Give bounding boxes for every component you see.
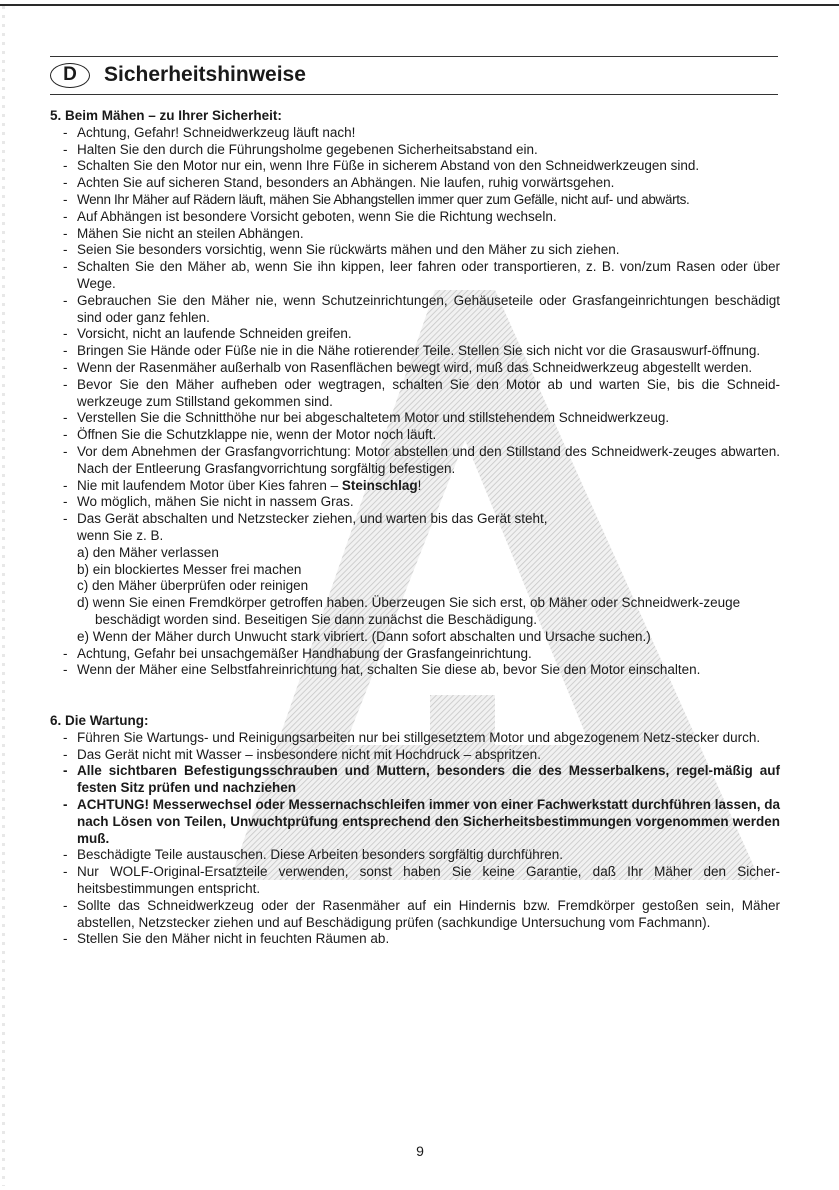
stone-warning: Steinschlag xyxy=(341,477,418,493)
list-item-stone-impact xyxy=(50,478,780,495)
list-item: - Schalten Sie den Mäher ab, wenn Sie ihn kippen, leer fahren oder transportieren, z. B. von/zum Rasen oder über Wege. xyxy=(50,259,780,293)
list-item: - Vor dem Abnehmen der Grasfangvorrichtung: Motor abstellen und den Stillstand des Schneidwerk-zeuges abwarten. Nach der Entleerung Grasfangvorrichtung sorgfältig befestigen. xyxy=(50,444,780,478)
list-item-bold: - ACHTUNG! Messerwechsel oder Messernachschleifen immer von einer Fachwerkstatt durchführen lassen, da nach Lösen von Teilen, Unwuchtprüfung entsprechend den Sicherheitsbestimmungen vorgenommen werden muß. xyxy=(50,797,780,847)
page-number: 9 xyxy=(416,1143,424,1159)
header-rule-top xyxy=(50,56,778,57)
list-item: - Achtung, Gefahr! Schneidwerkzeug läuft nach! xyxy=(50,125,780,142)
list-item: - Öffnen Sie die Schutzklappe nie, wenn der Motor noch läuft. xyxy=(50,427,780,444)
list-item: - Vorsicht, nicht an laufende Schneiden greifen. xyxy=(50,326,780,343)
sub-item: a) den Mäher verlassen xyxy=(77,544,219,560)
list-item: - Beschädigte Teile austauschen. Diese Arbeiten besonders sorgfältig durchführen. xyxy=(50,847,780,864)
list-item: - Sollte das Schneidwerkzeug oder der Rasenmäher auf ein Hindernis bzw. Fremdkörper gestoßen sein, Mäher abstellen, Netzstecker ziehen und auf Beschädigung prüfen (sachkundige Untersuchung vom Fachmann). xyxy=(50,898,780,932)
list-item: - Nur WOLF-Original-Ersatzteile verwenden, sonst haben Sie keine Garantie, daß Ihr Mäher den Sicher-heitsbestimmungen entspricht. xyxy=(50,864,780,898)
sub-item: d) wenn Sie einen Fremdkörper getroffen haben. Überzeugen Sie sich erst, ob Mäher oder Schneidwerk-zeuge beschädigt worden sind. Beseitigen Sie dann zunächst die Beschädigung. xyxy=(77,595,741,627)
stop-sublist xyxy=(50,545,780,646)
section-title: 5. Beim Mähen – zu Ihrer Sicherheit: xyxy=(50,108,282,123)
list-item: - Schalten Sie den Motor nur ein, wenn Ihre Füße in sicherem Abstand von den Schneidwerkzeugen sind. xyxy=(50,158,780,175)
list-item: - Wenn Ihr Mäher auf Rädern läuft, mähen Sie Abhangstellen immer quer zum Gefälle, nicht auf- und abwärts. xyxy=(50,192,780,209)
stop-intro: - Das Gerät abschalten und Netzstecker ziehen, und warten bis das Gerät steht, xyxy=(77,511,548,527)
list-item: - Seien Sie besonders vorsichtig, wenn Sie rückwärts mähen und den Mäher zu sich ziehen. xyxy=(50,242,780,259)
list-item: - Auf Abhängen ist besondere Vorsicht geboten, wenn Sie die Richtung wechseln. xyxy=(50,209,780,226)
page-title: Sicherheitshinweise xyxy=(104,63,306,86)
safety-list-tail xyxy=(50,646,780,680)
list-item: - Mähen Sie nicht an steilen Abhängen. xyxy=(50,226,780,243)
section-maintenance xyxy=(50,713,780,948)
list-item: - Wo möglich, mähen Sie nicht in nassem Gras. xyxy=(50,494,780,511)
section-title: 6. Die Wartung: xyxy=(50,713,149,729)
list-item: - Wenn der Mäher eine Selbstfahreinrichtung hat, schalten Sie diese ab, bevor Sie den Motor einschalten. xyxy=(50,662,780,679)
list-item: - Führen Sie Wartungs- und Reinigungsarbeiten nur bei stillgesetztem Motor und abgezogenem Netz-stecker durch. xyxy=(50,730,780,747)
section-header xyxy=(50,60,778,90)
list-item: - Halten Sie den durch die Führungsholme gegebenen Sicherheitsabstand ein. xyxy=(50,142,780,159)
list-item: - Wenn der Rasenmäher außerhalb von Rasenflächen bewegt wird, muß das Schneidwerkzeug abgestellt werden. xyxy=(50,360,780,377)
safety-list xyxy=(50,125,780,545)
stop-cont: wenn Sie z. B. xyxy=(77,527,164,543)
sub-item: e) Wenn der Mäher durch Unwucht stark vibriert. (Dann sofort abschalten und Ursache suchen.) xyxy=(77,628,651,644)
maintenance-list xyxy=(50,730,780,948)
list-item: - Bevor Sie den Mäher aufheben oder wegtragen, schalten Sie den Motor ab und warten Sie, bis die Schneid-werkzeuge zum Stillstand gekommen sind. xyxy=(50,377,780,411)
list-item: - Bringen Sie Hände oder Füße nie in die Nähe rotierender Teile. Stellen Sie sich nicht vor die Grasauswurf-öffnung. xyxy=(50,343,780,360)
list-item: - Achtung, Gefahr bei unsachgemäßer Handhabung der Grasfangeinrichtung. xyxy=(50,646,780,663)
sub-item: b) ein blockiertes Messer frei machen xyxy=(77,561,302,577)
scan-edge xyxy=(2,6,5,1186)
stone-suffix: ! xyxy=(417,477,422,493)
list-item: - Stellen Sie den Mäher nicht in feuchten Räumen ab. xyxy=(50,931,780,948)
stone-text: Nie mit laufendem Motor über Kies fahren – xyxy=(77,477,342,493)
list-item: - Verstellen Sie die Schnitthöhe nur bei abgeschaltetem Motor und stillstehendem Schneidwerkzeug. xyxy=(50,410,780,427)
header-rule-bottom xyxy=(50,94,778,95)
list-item: - Das Gerät nicht mit Wasser – insbesondere nicht mit Hochdruck – abspritzen. xyxy=(50,747,780,764)
list-item-stop-device xyxy=(50,511,780,545)
list-item: - Gebrauchen Sie den Mäher nie, wenn Schutzeinrichtungen, Gehäuseteile oder Grasfangeinrichtungen beschädigt sind oder ganz fehlen. xyxy=(50,293,780,327)
section-mowing-safety xyxy=(50,108,780,679)
language-badge: D xyxy=(50,63,90,88)
sub-item: c) den Mäher überprüfen oder reinigen xyxy=(77,578,309,594)
list-item: - Achten Sie auf sicheren Stand, besonders an Abhängen. Nie laufen, ruhig vorwärtsgehen. xyxy=(50,175,780,192)
page-top-rule xyxy=(0,4,839,6)
list-item-bold: - Alle sichtbaren Befestigungsschrauben und Muttern, besonders die des Messerbalkens, regel-mäßig auf festen Sitz prüfen und nachziehen xyxy=(50,763,780,797)
document-body xyxy=(50,108,780,948)
